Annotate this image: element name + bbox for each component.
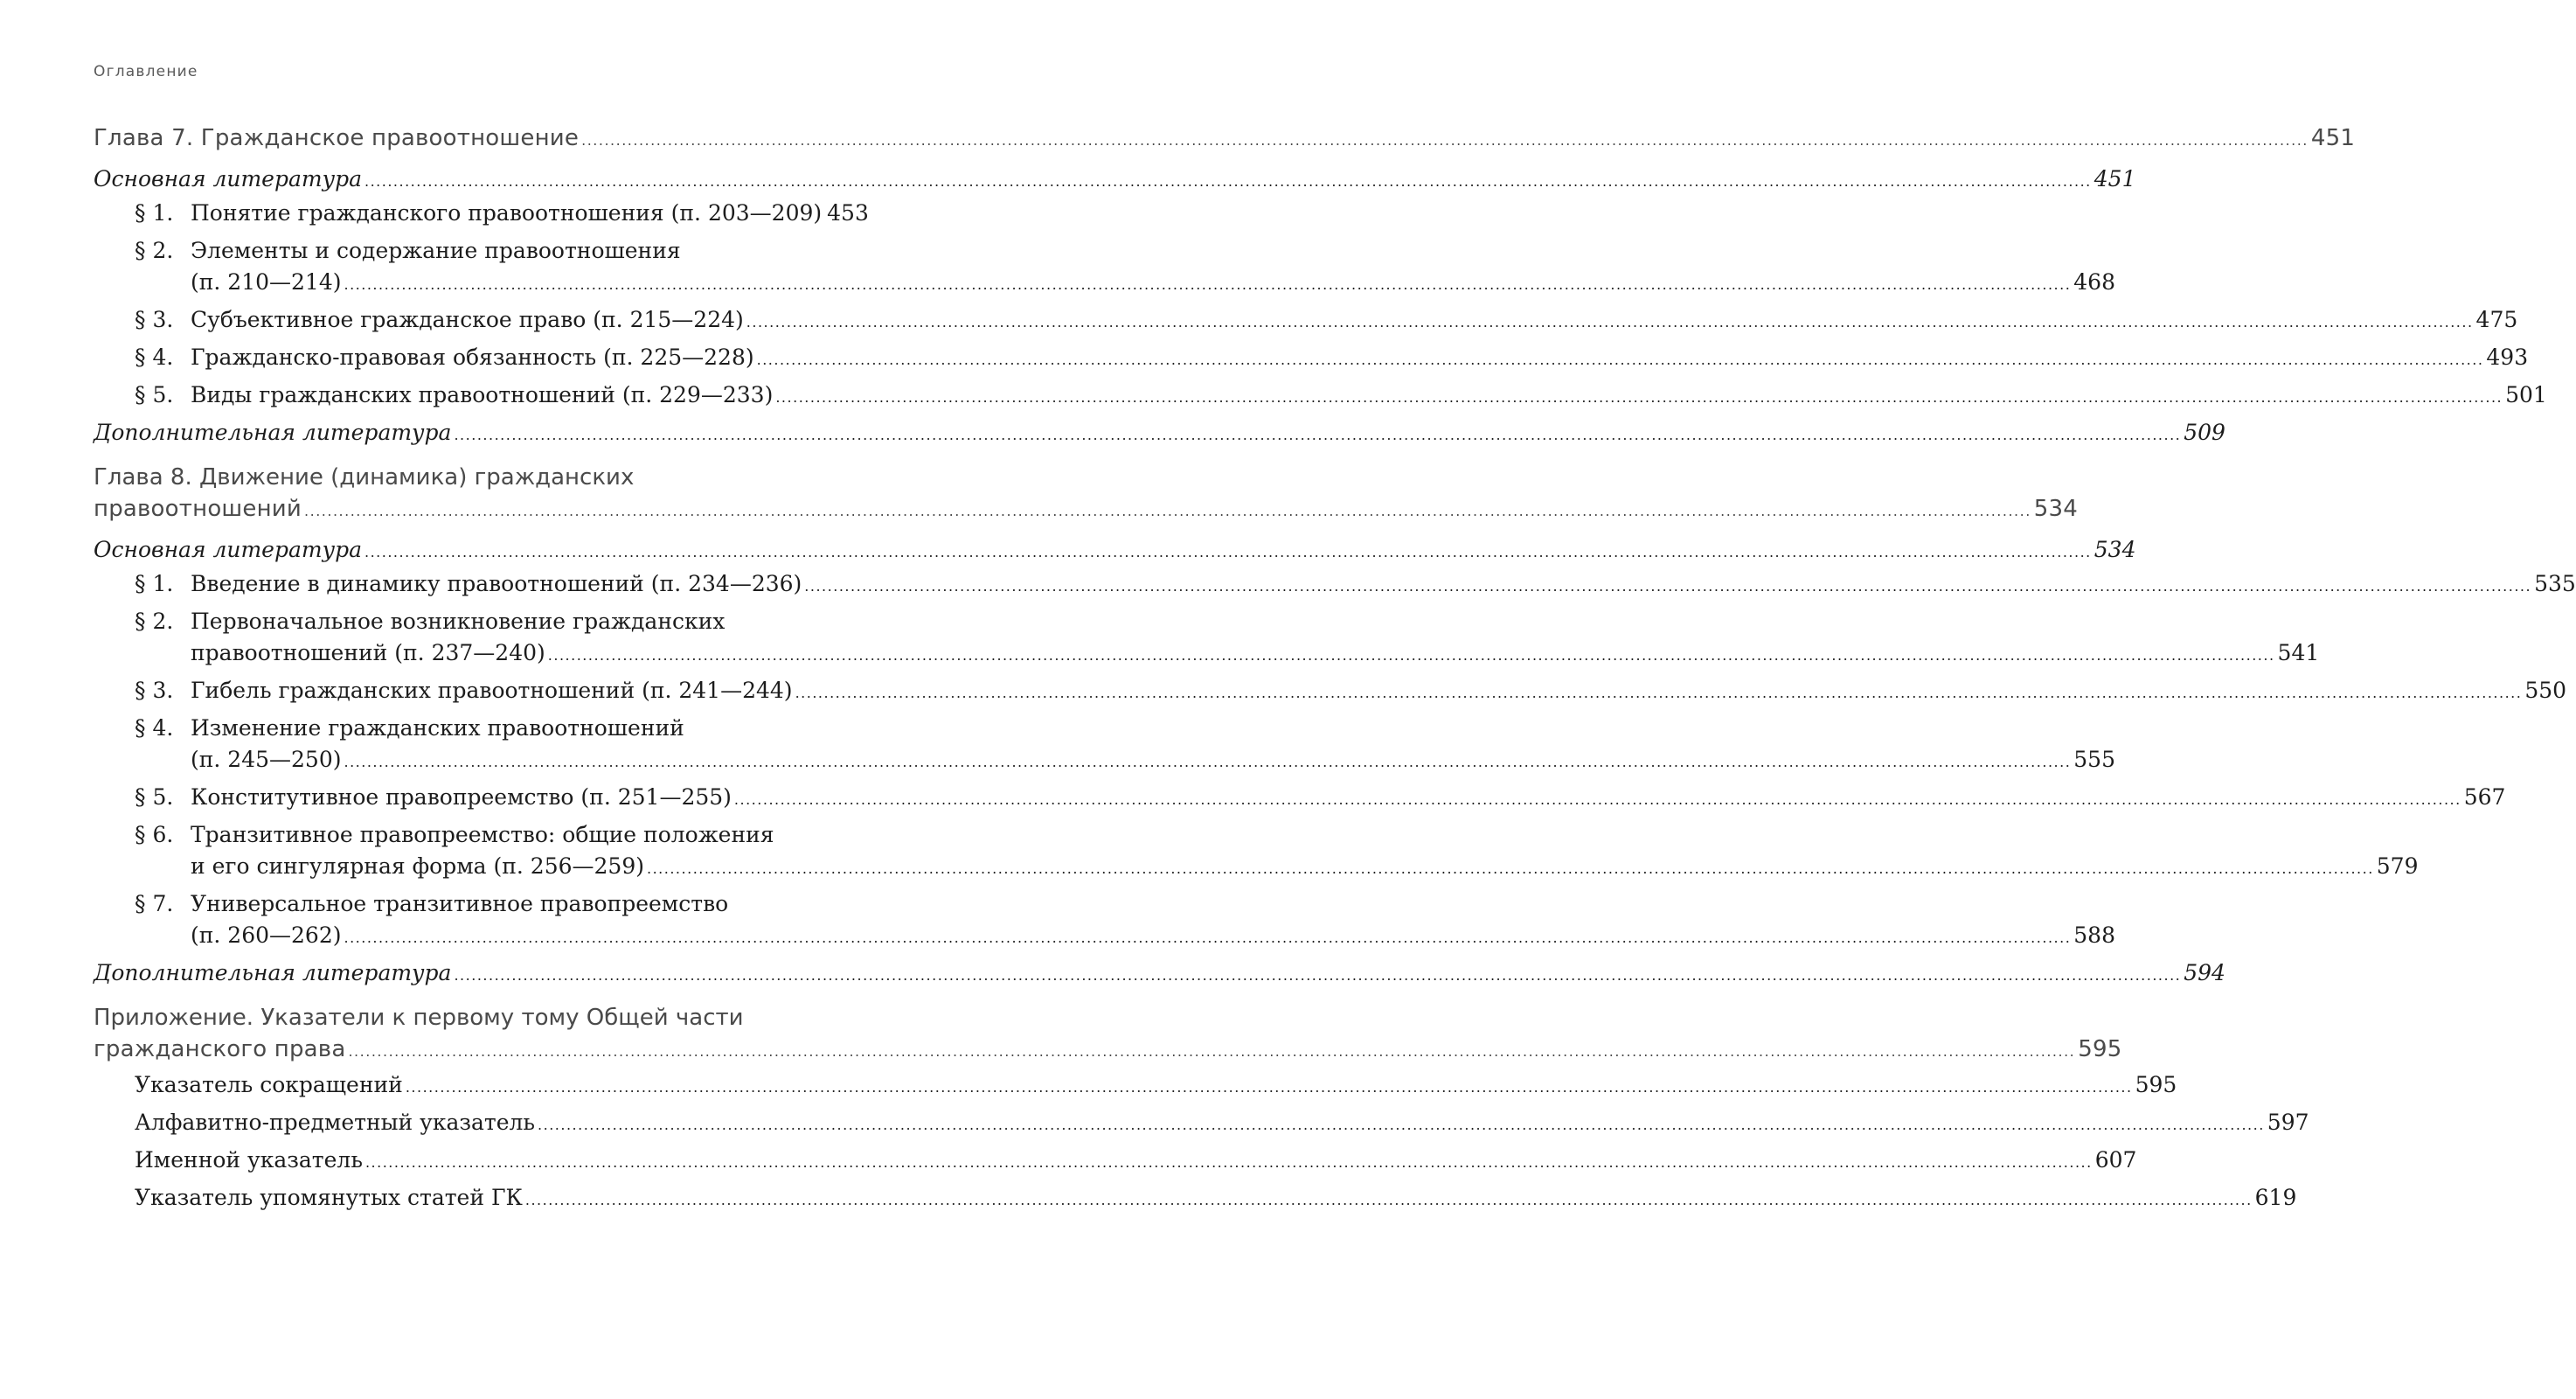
running-head: Оглавление	[94, 63, 198, 80]
page-number: 535	[2534, 571, 2576, 596]
section-title: Введение в динамику правоотношений (п. 234—236)	[191, 571, 802, 596]
section-number: § 3.	[135, 678, 174, 703]
chapter-7-heading[interactable]	[94, 122, 2356, 157]
section-entry-multiline[interactable]	[135, 888, 868, 920]
section-number: § 4.	[135, 715, 174, 741]
section-title: Изменение гражданских правоотношений	[191, 715, 684, 741]
section-title: Виды гражданских правоотношений (п. 229—233)	[191, 382, 774, 407]
section-entry-continuation[interactable]	[191, 851, 2419, 885]
section-title: Элементы и содержание правоотношения	[191, 238, 681, 263]
section-title: Первоначальное возникновение гражданских	[191, 609, 726, 634]
page-number: 555	[2073, 747, 2115, 772]
page-number: 501	[2505, 382, 2547, 407]
chapter-8-heading-line1[interactable]: Глава 8. Движение (динамика) гражданских	[94, 464, 635, 491]
section-entry-continuation[interactable]	[191, 267, 2115, 301]
section-title: Универсальное транзитивное правопреемство	[191, 891, 729, 916]
page-number: 595	[2078, 1036, 2122, 1062]
leader-dots: ............................................................................................................................................................................................................................................................................................................	[365, 1154, 2093, 1171]
leader-dots: ............................................................................................................................................................................................................................................................................................................	[538, 1117, 2265, 1133]
section-title: Понятие гражданского правоотношения (п. 203—209)	[191, 200, 823, 226]
leader-dots: ............................................................................................................................................................................................................................................................................................................	[454, 427, 2182, 443]
section-entry[interactable]	[135, 342, 2529, 376]
leader-dots: ............................................................................................................................................................................................................................................................................................................	[524, 1192, 2253, 1208]
page-number: 550	[2524, 678, 2567, 703]
section-number: § 5.	[135, 382, 174, 407]
leader-dots: ............................................................................................................................................................................................................................................................................................................	[746, 314, 2474, 331]
section-number: § 6.	[135, 822, 174, 847]
section-title-cont: (п. 245—250)	[191, 747, 342, 772]
section-title: Гражданско-правовая обязанность (п. 225—228)	[191, 345, 754, 370]
leader-dots: ............................................................................................................................................................................................................................................................................................................	[804, 578, 2532, 595]
chapter-title-cont: правоотношений	[94, 496, 302, 522]
chapter-title: Глава 7. Гражданское правоотношение	[94, 125, 580, 151]
page-number: 475	[2475, 307, 2518, 332]
leader-dots: ............................................................................................................................................................................................................................................................................................................	[344, 929, 2072, 946]
leader-dots: ............................................................................................................................................................................................................................................................................................................	[364, 173, 2092, 190]
additional-literature-entry[interactable]	[94, 417, 2225, 451]
index-entry[interactable]	[135, 1068, 2177, 1105]
page-number: 453	[827, 200, 869, 226]
section-entry[interactable]	[135, 198, 868, 232]
section-title-cont: (п. 210—214)	[191, 269, 342, 295]
leader-dots: ............................................................................................................................................................................................................................................................................................................	[547, 647, 2275, 664]
table-of-contents	[94, 122, 2576, 1218]
section-number: § 1.	[135, 571, 174, 596]
page-number: 534	[2033, 496, 2079, 522]
main-literature-entry[interactable]	[94, 534, 2136, 568]
page-number: 541	[2277, 640, 2320, 665]
page-number: 567	[2463, 784, 2506, 810]
section-number: § 2.	[135, 238, 174, 263]
leader-dots: ............................................................................................................................................................................................................................................................................................................	[454, 967, 2182, 984]
chapter-8-heading[interactable]	[94, 493, 2079, 527]
section-number: § 2.	[135, 609, 174, 634]
page-number: 509	[2184, 420, 2225, 445]
entry-label: Основная литература	[94, 537, 362, 562]
leader-dots: ............................................................................................................................................................................................................................................................................................................	[733, 791, 2461, 808]
section-entry-multiline[interactable]	[135, 235, 868, 267]
page-number: 451	[2093, 166, 2136, 191]
page-number: 534	[2093, 537, 2136, 562]
page-number: 594	[2184, 960, 2225, 985]
leader-dots: ............................................................................................................................................................................................................................................................................................................	[775, 389, 2503, 406]
leader-dots: ............................................................................................................................................................................................................................................................................................................	[364, 544, 2092, 560]
entry-label: Дополнительная литература	[94, 420, 452, 445]
section-entry[interactable]	[135, 675, 2567, 709]
section-entry[interactable]	[135, 304, 2518, 338]
section-entry[interactable]	[135, 782, 2506, 816]
index-entry[interactable]	[135, 1143, 2137, 1180]
index-label: Указатель сокращений	[135, 1072, 403, 1097]
leader-dots: ............................................................................................................................................................................................................................................................................................................	[405, 1079, 2133, 1096]
page-number: 493	[2486, 345, 2529, 370]
leader-dots: ............................................................................................................................................................................................................................................................................................................	[647, 860, 2374, 877]
section-title-cont: и его сингулярная форма (п. 256—259)	[191, 853, 644, 879]
section-title-cont: (п. 260—262)	[191, 922, 342, 948]
section-title: Субъективное гражданское право (п. 215—224)	[191, 307, 744, 332]
entry-label: Основная литература	[94, 166, 362, 191]
section-number: § 1.	[135, 200, 174, 226]
additional-literature-entry[interactable]	[94, 957, 2225, 992]
section-entry-continuation[interactable]	[191, 744, 2115, 778]
index-label: Указатель упомянутых статей ГК	[135, 1185, 523, 1210]
page-number: 468	[2073, 269, 2115, 295]
section-entry-multiline[interactable]	[135, 606, 868, 637]
section-entry-multiline[interactable]	[135, 819, 868, 851]
index-label: Именной указатель	[135, 1147, 363, 1173]
main-literature-entry[interactable]	[94, 164, 2136, 198]
section-title: Транзитивное правопреемство: общие положения	[191, 822, 774, 847]
section-number: § 5.	[135, 784, 174, 810]
index-entry[interactable]	[135, 1180, 2297, 1218]
section-title-cont: правоотношений (п. 237—240)	[191, 640, 545, 665]
leader-dots: ............................................................................................................................................................................................................................................................................................................	[344, 276, 2072, 293]
page-number: 607	[2094, 1147, 2137, 1173]
page-number: 579	[2376, 853, 2419, 879]
section-number: § 4.	[135, 345, 174, 370]
appendix-title-cont: гражданского права	[94, 1036, 346, 1062]
page-number: 588	[2073, 922, 2115, 948]
appendix-heading[interactable]	[94, 1034, 2122, 1068]
page-number: 597	[2267, 1110, 2309, 1135]
leader-dots: ............................................................................................................................................................................................................................................................................................................	[348, 1043, 2076, 1060]
section-title: Конститутивное правопреемство (п. 251—255)	[191, 784, 732, 810]
leader-dots: ............................................................................................................................................................................................................................................................................................................	[344, 754, 2072, 770]
page-number: 595	[2135, 1072, 2177, 1097]
page-number: 451	[2310, 125, 2356, 151]
section-number: § 7.	[135, 891, 174, 916]
section-title: Гибель гражданских правоотношений (п. 241—244)	[191, 678, 793, 703]
page-number: 619	[2254, 1185, 2297, 1210]
section-number: § 3.	[135, 307, 174, 332]
entry-label: Дополнительная литература	[94, 960, 452, 985]
leader-dots: ............................................................................................................................................................................................................................................................................................................	[581, 132, 2309, 149]
appendix-heading-line1[interactable]: Приложение. Указатели к первому тому Общей части	[94, 1005, 744, 1031]
section-entry[interactable]	[135, 568, 2576, 602]
index-entry[interactable]	[135, 1105, 2309, 1143]
section-entry[interactable]	[135, 379, 2547, 414]
section-entry-continuation[interactable]	[191, 637, 2320, 672]
section-entry-multiline[interactable]	[135, 713, 868, 744]
leader-dots: ............................................................................................................................................................................................................................................................................................................	[795, 685, 2523, 701]
index-label: Алфавитно-предметный указатель	[135, 1110, 536, 1135]
section-entry-continuation[interactable]	[191, 920, 2115, 954]
leader-dots: ............................................................................................................................................................................................................................................................................................................	[756, 351, 2484, 368]
leader-dots: ............................................................................................................................................................................................................................................................................................................	[304, 503, 2031, 519]
